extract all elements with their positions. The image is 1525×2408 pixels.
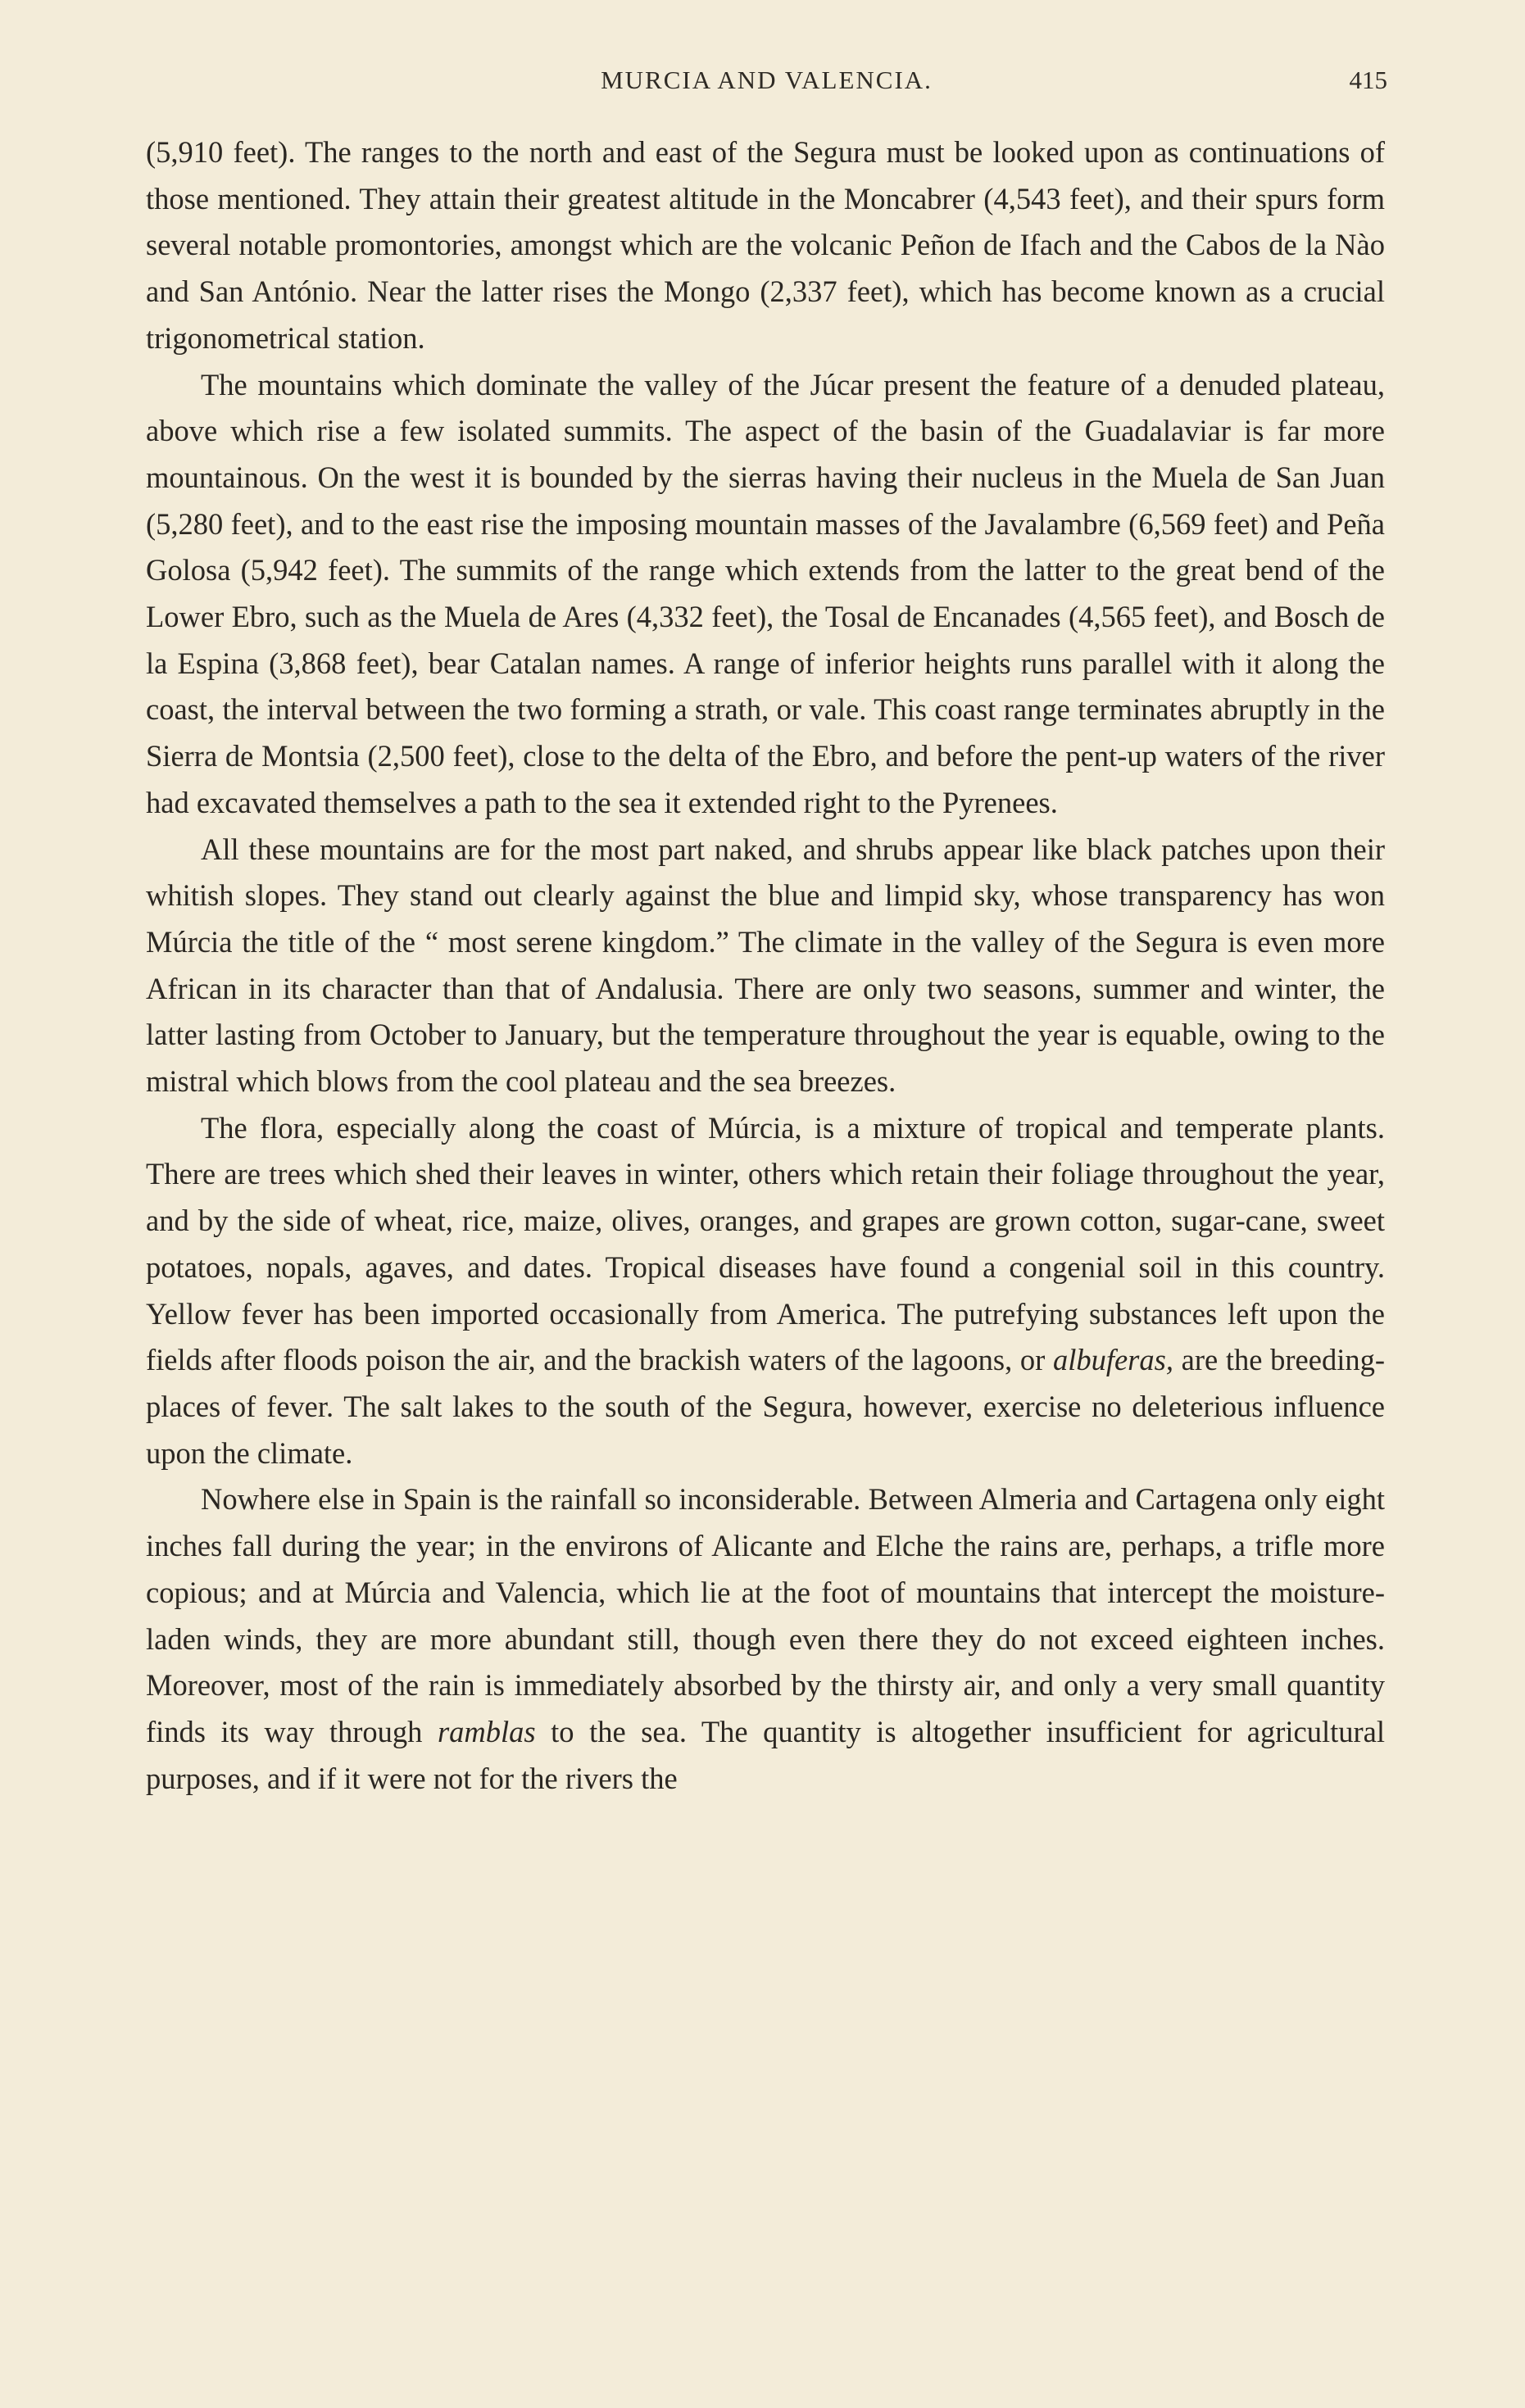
text-run: The flora, especially along the coast of Múrcia, is a mixture of tropical and temperate plants. There are trees which shed their leaves in winter, others which retain their foliage throughout the year, and by the side of wheat, rice, maize, olives, oranges, and grapes are grown cotton, sugar-cane, sweet potatoes, nopals, agaves, and dates. Tropical diseases have found a congenial soil in this country. Yellow fever has been imported occasionally from America. The putrefying substances left upon the fields after floods poison the air, and the brackish waters of the lagoons, or xyxy=(146,1110,1385,1377)
page-number: 415 xyxy=(1349,66,1387,94)
text-run: Nowhere else in Spain is the rainfall so inconsiderable. Between Almeria and Cartagena only eight inches fall during the year; in the environs of Alicante and Elche the rains are, perhaps, a trifle more copious; and at Múrcia and Valencia, which lie at the foot of mountains that intercept the moisture-laden winds, they are more abundant still, though even there they do not exceed eighteen inches. Moreover, most of the rain is immediately absorbed by the thirsty air, and only a very small quantity finds its way through xyxy=(146,1482,1385,1748)
italic-term: ramblas xyxy=(437,1714,536,1748)
body-text xyxy=(146,129,1385,1802)
text-run: The mountains which dominate the valley of the Júcar present the feature of a denuded plateau, above which rise a few isolated summits. The aspect of the basin of the Guadalaviar is far more mountainous. On the west it is bounded by the sierras having their nucleus in the Muela de San Juan (5,280 feet), and to the east rise the imposing mountain masses of the Javalambre (6,569 feet) and Peña Golosa (5,942 feet). The summits of the range which extends from the latter to the great bend of the Lower Ebro, such as the Muela de Ares (4,332 feet), the Tosal de Encanades (4,565 feet), and Bosch de la Espina (3,868 feet), bear Catalan names. A range of inferior heights runs parallel with it along the coast, the interval between the two forming a strath, or vale. This coast range terminates abruptly in the Sierra de Montsia (2,500 feet), close to the delta of the Ebro, and before the pent-up waters of the river had excavated themselves a path to the sea it extended right to the Pyrenees. xyxy=(146,367,1385,819)
text-run: (5,910 feet). The ranges to the north and east of the Segura must be looked upon as continuations of those mentioned. They attain their greatest altitude in the Moncabrer (4,543 feet), and their spurs form several notable promontories, amongst which are the volcanic Peñon de Ifach and the Cabos de la Nào and San António. Near the latter rises the Mongo (2,337 feet), which has become known as a crucial trigonometrical station. xyxy=(146,135,1385,355)
paragraph xyxy=(146,1476,1385,1802)
italic-term: albuferas, xyxy=(1052,1343,1173,1377)
paragraph xyxy=(146,827,1385,1105)
paragraph xyxy=(146,129,1385,362)
paragraph xyxy=(146,1105,1385,1477)
text-run: to the sea. The quantity is altogether insufficient for agricultural purposes, and if it were not for the rivers the xyxy=(146,1714,1385,1795)
paragraph xyxy=(146,362,1385,827)
text-run: All these mountains are for the most part naked, and shrubs appear like black patches upon their whitish slopes. They stand out clearly against the blue and limpid sky, whose transparency has won Múrcia the title of the “ most serene kingdom.” The climate in the valley of the Segura is even more African in its character than that of Andalusia. There are only two seasons, summer and winter, the latter lasting from October to January, but the temperature throughout the year is equable, owing to the mistral which blows from the cool plateau and the sea breezes. xyxy=(146,832,1385,1099)
text-run: are the breeding-places of fever. The salt lakes to the south of the Segura, however, exercise no deleterious influence upon the climate. xyxy=(146,1343,1385,1470)
running-title: MURCIA AND VALENCIA. xyxy=(601,66,933,94)
running-head xyxy=(146,66,1387,115)
